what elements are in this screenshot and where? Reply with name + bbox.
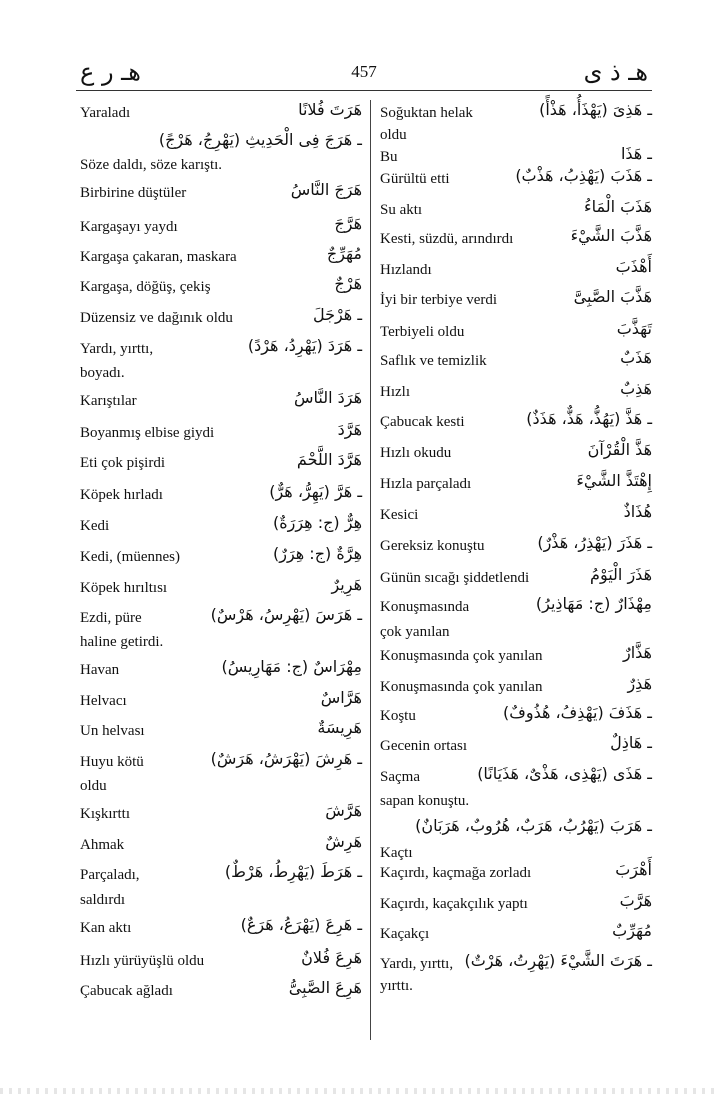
arabic-headword: هَذِرٌ (627, 674, 652, 693)
turkish-meaning: Kargaşayı yaydı (80, 219, 178, 235)
arabic-headword: هِرٌّ (ج: هِرَرَةٌ) (272, 513, 362, 532)
dictionary-entry (80, 98, 362, 128)
turkish-meaning: boyadı. (80, 365, 125, 381)
dictionary-entry (80, 747, 362, 777)
dictionary-entry (380, 672, 652, 701)
dictionary-entry (80, 891, 362, 913)
arabic-headword: هُذَاذٌ (623, 502, 652, 521)
dictionary-entry (380, 407, 652, 438)
arabic-headword: ـ هَذِىَ (يَهْذَأُ، هَذْأً) (539, 100, 652, 119)
arabic-headword: ـ هَذَى (يَهْذِى، هَذْىٌ، هَذَيَانًا) (477, 764, 652, 783)
arabic-headword: هَذَّبَ الشَّيْءَ (570, 226, 652, 245)
turkish-meaning: Çabucak ağladı (80, 983, 173, 999)
dictionary-entry (80, 976, 362, 1007)
arabic-headword: هَرِيرٌ (331, 575, 362, 594)
page-header (76, 58, 652, 88)
dictionary-entry (380, 142, 652, 164)
dictionary-entry (80, 178, 362, 212)
dictionary-entry (80, 633, 362, 655)
turkish-meaning: Hızlı okudu (380, 445, 452, 461)
dictionary-entry (80, 511, 362, 542)
turkish-meaning: Kesici (380, 507, 419, 523)
arabic-headword: هَرِعَ الصَّبِىُّ (288, 978, 362, 997)
dictionary-entry (380, 731, 652, 762)
arabic-headword: أَهْرَبَ (615, 860, 652, 879)
dictionary-entry (380, 224, 652, 255)
dictionary-entry (80, 480, 362, 511)
arabic-headword: مِهْذَارٌ (ج: مَهَاذِيرُ) (535, 594, 652, 613)
dictionary-entry (380, 317, 652, 346)
turkish-meaning: Hızlandı (380, 262, 432, 278)
turkish-meaning: Su aktı (380, 202, 423, 218)
arabic-headword: هَرَّدَ اللَّحْمَ (296, 450, 362, 469)
turkish-meaning: Köpek hırladı (80, 487, 163, 503)
dictionary-entry (380, 814, 652, 844)
dictionary-entry (80, 946, 362, 976)
arabic-headword: هَرَتَ فُلانًا (298, 100, 362, 119)
dictionary-entry (380, 858, 652, 889)
dictionary-entry (80, 799, 362, 830)
dictionary-entry (380, 641, 652, 672)
arabic-headword: هَرَجَ النَّاسُ (290, 180, 362, 199)
turkish-meaning: Helvacı (80, 693, 127, 709)
dictionary-entry (80, 386, 362, 418)
turkish-meaning: Gereksiz konuştu (380, 538, 485, 554)
turkish-meaning: Yaraladı (80, 105, 131, 121)
turkish-meaning: Gecenin ortası (380, 738, 468, 754)
arabic-headword: مِهْرَاسٌ (ج: مَهَارِيسُ) (221, 657, 362, 676)
dictionary-entry (380, 762, 652, 792)
dictionary-entry (380, 98, 652, 126)
dictionary-entry (80, 686, 362, 716)
turkish-meaning: sapan konuştu. (380, 793, 470, 809)
header-rule (76, 90, 652, 91)
arabic-headword: هَذَّبَ الصَّبِىَّ (573, 287, 652, 306)
dictionary-entry (380, 531, 652, 563)
arabic-headword: هَرَّدَ (337, 420, 362, 439)
turkish-meaning: haline getirdi. (80, 634, 164, 650)
dictionary-entry (380, 919, 652, 949)
arabic-headword: هَرَّشَ (325, 801, 362, 820)
arabic-headword: ـ هَرِشَ (يَهْرَشُ، هَرَشٌ) (210, 749, 362, 768)
turkish-meaning: Saflık ve temizlik (380, 353, 487, 369)
turkish-meaning: Kedi (80, 518, 110, 534)
dictionary-entry (80, 655, 362, 686)
dictionary-entry (380, 563, 652, 592)
turkish-meaning: çok yanılan (380, 624, 450, 640)
dictionary-entry (380, 623, 652, 641)
dictionary-entry (80, 212, 362, 242)
turkish-meaning: Kargaşa çakaran, maskara (80, 249, 237, 265)
turkish-meaning: saldırdı (80, 892, 125, 908)
header-right-letters: هـ ذ ى (583, 58, 648, 86)
dictionary-entry (80, 830, 362, 860)
dictionary-entry (80, 272, 362, 303)
turkish-meaning: Boyanmış elbise giydi (80, 425, 215, 441)
right-column (380, 98, 652, 999)
arabic-headword: تَهَذَّبَ (616, 319, 652, 338)
arabic-headword: هَذِبٌ (620, 379, 652, 398)
turkish-meaning: Un helvası (80, 723, 145, 739)
arabic-headword: ـ هَذَا (620, 144, 652, 163)
arabic-headword: هَذَبَ الْمَاءُ (584, 197, 652, 216)
turkish-meaning: Kışkırttı (80, 806, 131, 822)
turkish-meaning: Eti çok pişirdi (80, 455, 165, 471)
arabic-headword: ـ هَرَسَ (يَهْرِسُ، هَرْسٌ) (210, 605, 362, 624)
turkish-meaning: Düzensiz ve dağınık oldu (80, 310, 233, 326)
dictionary-entry (380, 844, 652, 861)
header-left-letters: هـ ر ع (80, 58, 141, 86)
dictionary-entry (380, 701, 652, 731)
arabic-headword: ـ هَرِعَ (يَهْرَعُ، هَرَعٌ) (240, 915, 362, 934)
turkish-meaning: Yardı, yırttı, (380, 956, 454, 972)
turkish-meaning: Saçma (380, 769, 420, 785)
arabic-headword: ـ هَرَطَ (يَهْرِطُ، هَرْطٌ) (224, 862, 362, 881)
turkish-meaning: Gürültü etti (380, 171, 450, 187)
arabic-headword: أَهْذَبَ (615, 257, 652, 276)
arabic-headword: هَرِعَ فُلانٌ (301, 948, 362, 967)
turkish-meaning: Soğuktan helak (380, 105, 473, 121)
column-divider (370, 100, 371, 1040)
arabic-headword: ـ هَرَدَ (يَهْرِدُ، هَرْدً) (247, 336, 362, 355)
dictionary-entry (380, 346, 652, 377)
dictionary-entry (80, 334, 362, 364)
turkish-meaning: Terbiyeli oldu (380, 324, 465, 340)
turkish-meaning: yırttı. (380, 978, 413, 994)
turkish-meaning: Birbirine düştüler (80, 185, 187, 201)
turkish-meaning: Hızlı (380, 384, 410, 400)
dictionary-entry (380, 377, 652, 407)
arabic-headword: ـ هَذَبَ (يَهْذِبُ، هَذْبٌ) (515, 166, 652, 185)
turkish-meaning: Bu (380, 149, 398, 165)
arabic-headword: ـ هَرَتَ الشَّيْءَ (يَهْرِتُ، هَرْتٌ) (464, 951, 652, 970)
dictionary-entry (80, 418, 362, 448)
page-number: 457 (351, 62, 377, 81)
dictionary-entry (380, 438, 652, 469)
dictionary-entry (80, 448, 362, 480)
arabic-headword: ـ هَرْجَلَ (312, 305, 362, 324)
arabic-headword: ـ هَرَجَ فِى الْحَدِيثِ (يَهْرِجُ، هَرْجً) (158, 130, 362, 149)
turkish-meaning: Huyu kötü (80, 754, 144, 770)
dictionary-entry (80, 777, 362, 799)
turkish-meaning: Kedi, (müennes) (80, 549, 180, 565)
turkish-meaning: Konuşmasında çok yanılan (380, 648, 543, 664)
dictionary-entry (80, 603, 362, 633)
arabic-headword: هَرَدَ النَّاسُ (293, 388, 362, 407)
dictionary-entry (380, 977, 652, 999)
dictionary-entry (380, 126, 652, 142)
dictionary-entry (80, 913, 362, 946)
arabic-headword: هَذَبٌ (620, 348, 652, 367)
dictionary-entry (380, 889, 652, 919)
turkish-meaning: Hızlı yürüyüşlü oldu (80, 953, 205, 969)
turkish-meaning: Kesti, süzdü, arındırdı (380, 231, 514, 247)
turkish-meaning: oldu (80, 778, 107, 794)
turkish-meaning: Kan aktı (80, 920, 132, 936)
turkish-meaning: Kargaşa, döğüş, çekiş (80, 279, 211, 295)
arabic-headword: هَرِيسَةٌ (317, 718, 362, 737)
arabic-headword: هَرَّجَ (334, 214, 362, 233)
arabic-headword: ـ هَرَبَ (يَهْرُبُ، هَرَبٌ، هُرُوبٌ، هَرَبَانٌ) (415, 816, 652, 835)
turkish-meaning: Parçaladı, (80, 867, 140, 883)
dictionary-entry (80, 156, 362, 178)
arabic-headword: هِرَّةٌ (ج: هِرَرٌ) (272, 544, 362, 563)
arabic-headword: هَرْجٌ (334, 274, 362, 293)
turkish-meaning: Ahmak (80, 837, 125, 853)
arabic-headword: ـ هَذَّ (يَهُذُّ، هَذٌّ، هَذَذٌ) (526, 409, 652, 428)
dictionary-entry (380, 255, 652, 285)
left-column (80, 98, 362, 1007)
turkish-meaning: Söze daldı, söze karıştı. (80, 157, 223, 173)
turkish-meaning: oldu (380, 127, 407, 143)
turkish-meaning: Günün sıcağı şiddetlendi (380, 570, 530, 586)
arabic-headword: هَرِشٌ (325, 832, 362, 851)
dictionary-entry (80, 716, 362, 747)
arabic-headword: إِهْتَذَّ الشَّيْءَ (576, 471, 652, 490)
dictionary-entry (80, 573, 362, 603)
turkish-meaning: Yardı, yırttı, (80, 341, 154, 357)
arabic-headword: ـ هَذَفَ (يَهْذِفُ، هُذُوفٌ) (503, 703, 652, 722)
turkish-meaning: Kaçırdı, kaçakçılık yaptı (380, 896, 528, 912)
turkish-meaning: Havan (80, 662, 120, 678)
arabic-headword: ـ هَرَّ (يَهِرُّ، هَرٌّ) (269, 482, 362, 501)
turkish-meaning: Koştu (380, 708, 416, 724)
arabic-headword: ـ هَذَرَ (يَهْذِرُ، هَذْرٌ) (537, 533, 652, 552)
turkish-meaning: Karıştılar (80, 393, 137, 409)
dictionary-entry (380, 164, 652, 195)
arabic-headword: هَذَّ الْقُرْآنَ (587, 440, 652, 459)
turkish-meaning: Köpek hırıltısı (80, 580, 168, 596)
turkish-meaning: Konuşmasında çok yanılan (380, 679, 543, 695)
dictionary-entry (380, 792, 652, 814)
arabic-headword: ـ هَاذِلٌ (610, 733, 652, 752)
arabic-headword: هَرَّاسٌ (320, 688, 362, 707)
turkish-meaning: Çabucak kesti (380, 414, 465, 430)
turkish-meaning: Kaçtı (380, 845, 413, 861)
dictionary-entry (80, 303, 362, 334)
arabic-headword: هَرَّبَ (619, 891, 652, 910)
dictionary-entry (380, 469, 652, 500)
dictionary-entry (80, 860, 362, 891)
arabic-headword: مُهَرِّبٌ (612, 921, 652, 940)
turkish-meaning: İyi bir terbiye verdi (380, 292, 498, 308)
turkish-meaning: Konuşmasında (380, 599, 470, 615)
dictionary-entry (380, 592, 652, 623)
arabic-headword: هَذَرَ الْيَوْمُ (590, 565, 652, 584)
dictionary-entry (80, 242, 362, 272)
dictionary-entry (80, 542, 362, 573)
turkish-meaning: Kaçakçı (380, 926, 430, 942)
arabic-headword: مُهَرِّجٌ (326, 244, 362, 263)
dictionary-entry (80, 128, 362, 156)
scan-noise (0, 1088, 714, 1094)
arabic-headword: هَذَّارٌ (622, 643, 652, 662)
dictionary-entry (380, 949, 652, 977)
turkish-meaning: Ezdi, püre (80, 610, 142, 626)
dictionary-entry (80, 364, 362, 386)
dictionary-entry (380, 500, 652, 531)
turkish-meaning: Kaçırdı, kaçmağa zorladı (380, 865, 532, 881)
dictionary-entry (380, 195, 652, 224)
dictionary-entry (380, 285, 652, 317)
turkish-meaning: Hızla parçaladı (380, 476, 472, 492)
